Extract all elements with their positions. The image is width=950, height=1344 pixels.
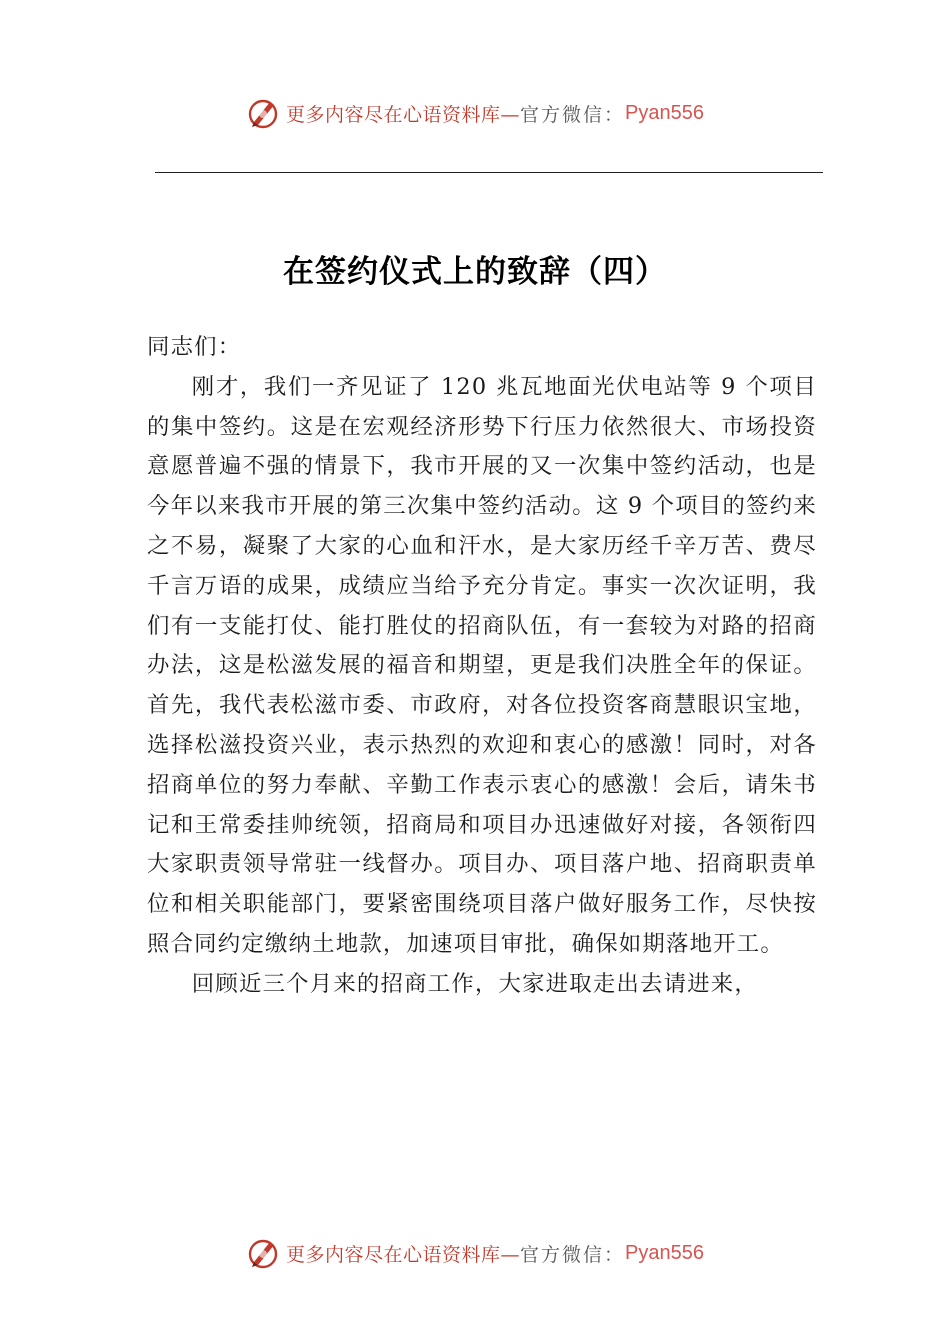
header-divider (155, 172, 823, 173)
footer-wechat-label: 官方微信： (520, 1243, 626, 1266)
footer-banner-text: 更多内容尽在心语资料库— (286, 1243, 521, 1266)
header-wechat-label: 官方微信： (520, 103, 626, 126)
pen-circle-logo-icon (246, 96, 280, 130)
document-body (147, 328, 817, 1005)
header-banner-text: 更多内容尽在心语资料库— (286, 103, 521, 126)
header-banner (0, 93, 950, 133)
paragraph-2: 回顾近三个月来的招商工作，大家进取走出去请进来， (191, 970, 758, 997)
paragraph-1: 刚才，我们一齐见证了 120 兆瓦地面光伏电站等 9 个项目的集中签约。这是在宏观经济形势下行压力依然很大、市场投资意愿普遍不强的情景下，我市开展的又一次集中签约活动，也是今年以来我市开展的第三次集中签约活动。这 9 个项目的签约来之不易，凝聚了大家的心血和汗水，是大家历经千辛万苦、费尽千言万语的成果，成绩应当给予充分肯定。事实一次次证明，我们有一支能打仗、能打胜仗的招商队伍，有一套较为对路的招商办法，这是松滋发展的福音和期望，更是我们决胜全年的保证。首先，我代表松滋市委、市政府，对各位投资客商慧眼识宝地，选择松滋投资兴业，表示热烈的欢迎和衷心的感激！同时，对各招商单位的努力奉献、辛勤工作表示衷心的感激！会后，请朱书记和王常委挂帅统领，招商局和项目办迅速做好对接，各领衔四大家职责领导常驻一线督办。项目办、项目落户地、招商职责单位和相关职能部门，要紧密围绕项目落户做好服务工作，尽快按照合同约定缴纳土地款，加速项目审批，确保如期落地开工。 (147, 373, 817, 957)
pen-circle-logo-icon (246, 1236, 280, 1270)
salutation: 同志们： (147, 334, 242, 360)
footer-wechat-id: Pyan556 (625, 1241, 704, 1264)
footer-banner (0, 1233, 950, 1273)
document-title: 在签约仪式上的致辞（四） (283, 254, 667, 290)
header-wechat-id: Pyan556 (625, 101, 704, 124)
